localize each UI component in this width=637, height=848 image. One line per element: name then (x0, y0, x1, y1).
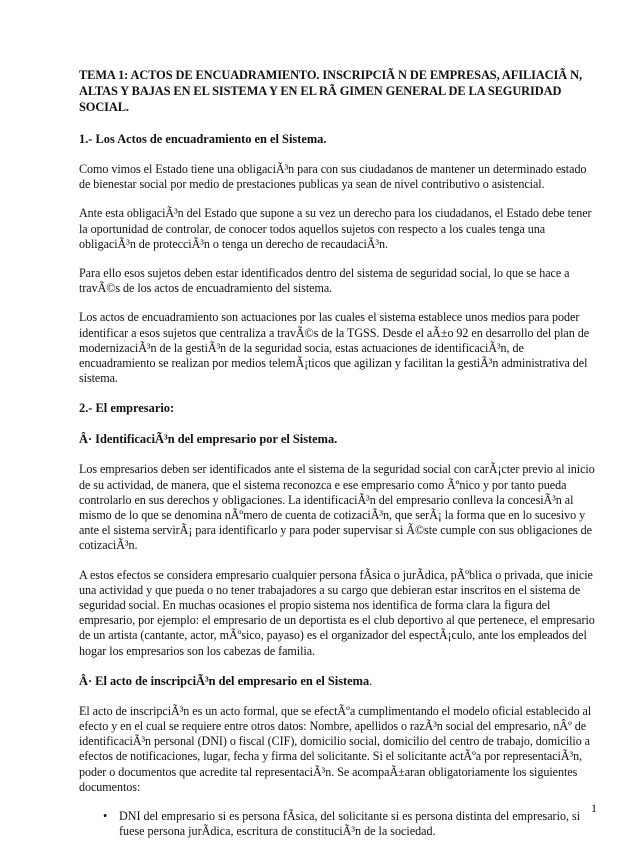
document-body (79, 67, 599, 840)
subsection-inscription-paragraph-1: El acto de inscripciÃ³n es un acto formal, que se efectÃºa cumplimentando el modelo oficial establecido al efecto y en el cual se requiere entre otros datos: Nombre, apellidos o razÃ³n social del empresario, nÂº de identificaciÃ³n personal (DNI) o fiscal (CIF), domicilio social, domicilio del centro de trabajo, domicilio a efectos de notificaciones, lugar, fecha y firma del solicitante. Si el solicitante actÃºa por representaciÃ³n, poder o documentos que acredite tal representaciÃ³n. Se acompaÃ±aran obligatoriamente los siguientes documentos: (79, 703, 592, 794)
subsection-identification-paragraph-1: Los empresarios deben ser identificados ante el sistema de la seguridad social con carÃ¡cter previo al inicio de su actividad, de manera, que el sistema reconozca e ese empresario como Ãºnico y por tanto pueda controlarlo en sus derechos y obligaciones. La identificaciÃ³n del empresario conlleva la concesiÃ³n al mismo de lo que se denomina nÃºmero de cuenta de cotizaciÃ³n, que serÃ¡ la forma que en lo sucesivo y ante el sistema servirÃ¡ para identificarlo y para poder supervisar si Ã©ste cumple con sus obligaciones de cotizaciÃ³n. (79, 462, 595, 553)
page-number: 1 (591, 801, 597, 815)
subsection-inscription-heading-period: . (369, 673, 373, 688)
list-item-text: DNI del empresario si es persona fÃsica, del solicitante si es persona distinta del empresario, si fuese persona jurÃdica, escritura de constituciÃ³n de la sociedad. (119, 809, 581, 839)
document-title: TEMA 1: ACTOS DE ENCUADRAMIENTO. INSCRIPCIÃ N DE EMPRESAS, AFILIACIÃ N, ALTAS Y BAJAS EN EL SISTEMA Y EN EL RÃ GIMEN GENERAL DE LA SEGURIDAD SOCIAL. (79, 68, 582, 114)
required-documents-list (79, 809, 599, 839)
bullet-icon: • (103, 809, 108, 824)
section-1-paragraph-1: Como vimos el Estado tiene una obligaciÃ³n para con sus ciudadanos de mantener un determinado estado de bienestar social por medio de prestaciones publicas ya sean de nivel contributivo o asistencial. (79, 162, 587, 192)
section-1-paragraph-3: Para ello esos sujetos deben estar identificados dentro del sistema de seguridad social, lo que se hace a travÃ©s de los actos de encuadramiento del sistema. (79, 266, 570, 296)
section-1-paragraph-4: Los actos de encuadramiento son actuaciones por las cuales el sistema establece unos medios para poder identificar a esos sujetos que centraliza a travÃ©s de la TGSS. Desde el aÃ±o 92 en desarrollo del plan de modernizaciÃ³n de la gestiÃ³n de la seguridad socia, estas actuaciones de identificaciÃ³n, de encuadramiento se realizan por medios telemÃ¡ticos que agilizan y facilitan la gestiÃ³n administrativa del sistema. (79, 310, 590, 386)
subsection-identification-paragraph-2: A estos efectos se considera empresario cualquier persona fÃsica o jurÃdica, pÃºblica o privada, que inicie una actividad y que pueda o no tener trabajadores a su cargo que debieran estar inscritos en el sistema de seguridad social. En muchas ocasiones el propio sistema nos identifica de forma clara la figura del empresario, por ejemplo: el empresario de un deportista es el club deportivo al que pertenece, el empresario de un artista (cantante, actor, mÃºsico, payaso) es el organizador del espectÃ¡culo, ante los empleados del hogar los empresarios son los cabezas de familia. (79, 567, 595, 658)
section-2-heading: 2.- El empresario: (79, 401, 175, 416)
section-1-paragraph-2: Ante esta obligaciÃ³n del Estado que supone a su vez un derecho para los ciudadanos, el Estado debe tener la oportunidad de controlar, de conocer todos aquellos sujetos con respecto a los cuales tenga una obligaciÃ³n de protecciÃ³n o tenga un derecho de recaudaciÃ³n. (79, 206, 592, 251)
subsection-identification-heading: Â· IdentificaciÃ³n del empresario por el Sistema. (79, 432, 338, 447)
subsection-inscription-heading-text: Â· El acto de inscripciÃ³n del empresario en el Sistema (79, 673, 370, 688)
section-1-heading: 1.- Los Actos de encuadramiento en el Sistema. (79, 132, 327, 146)
subsection-inscription-heading (79, 673, 599, 689)
list-item (101, 809, 599, 839)
